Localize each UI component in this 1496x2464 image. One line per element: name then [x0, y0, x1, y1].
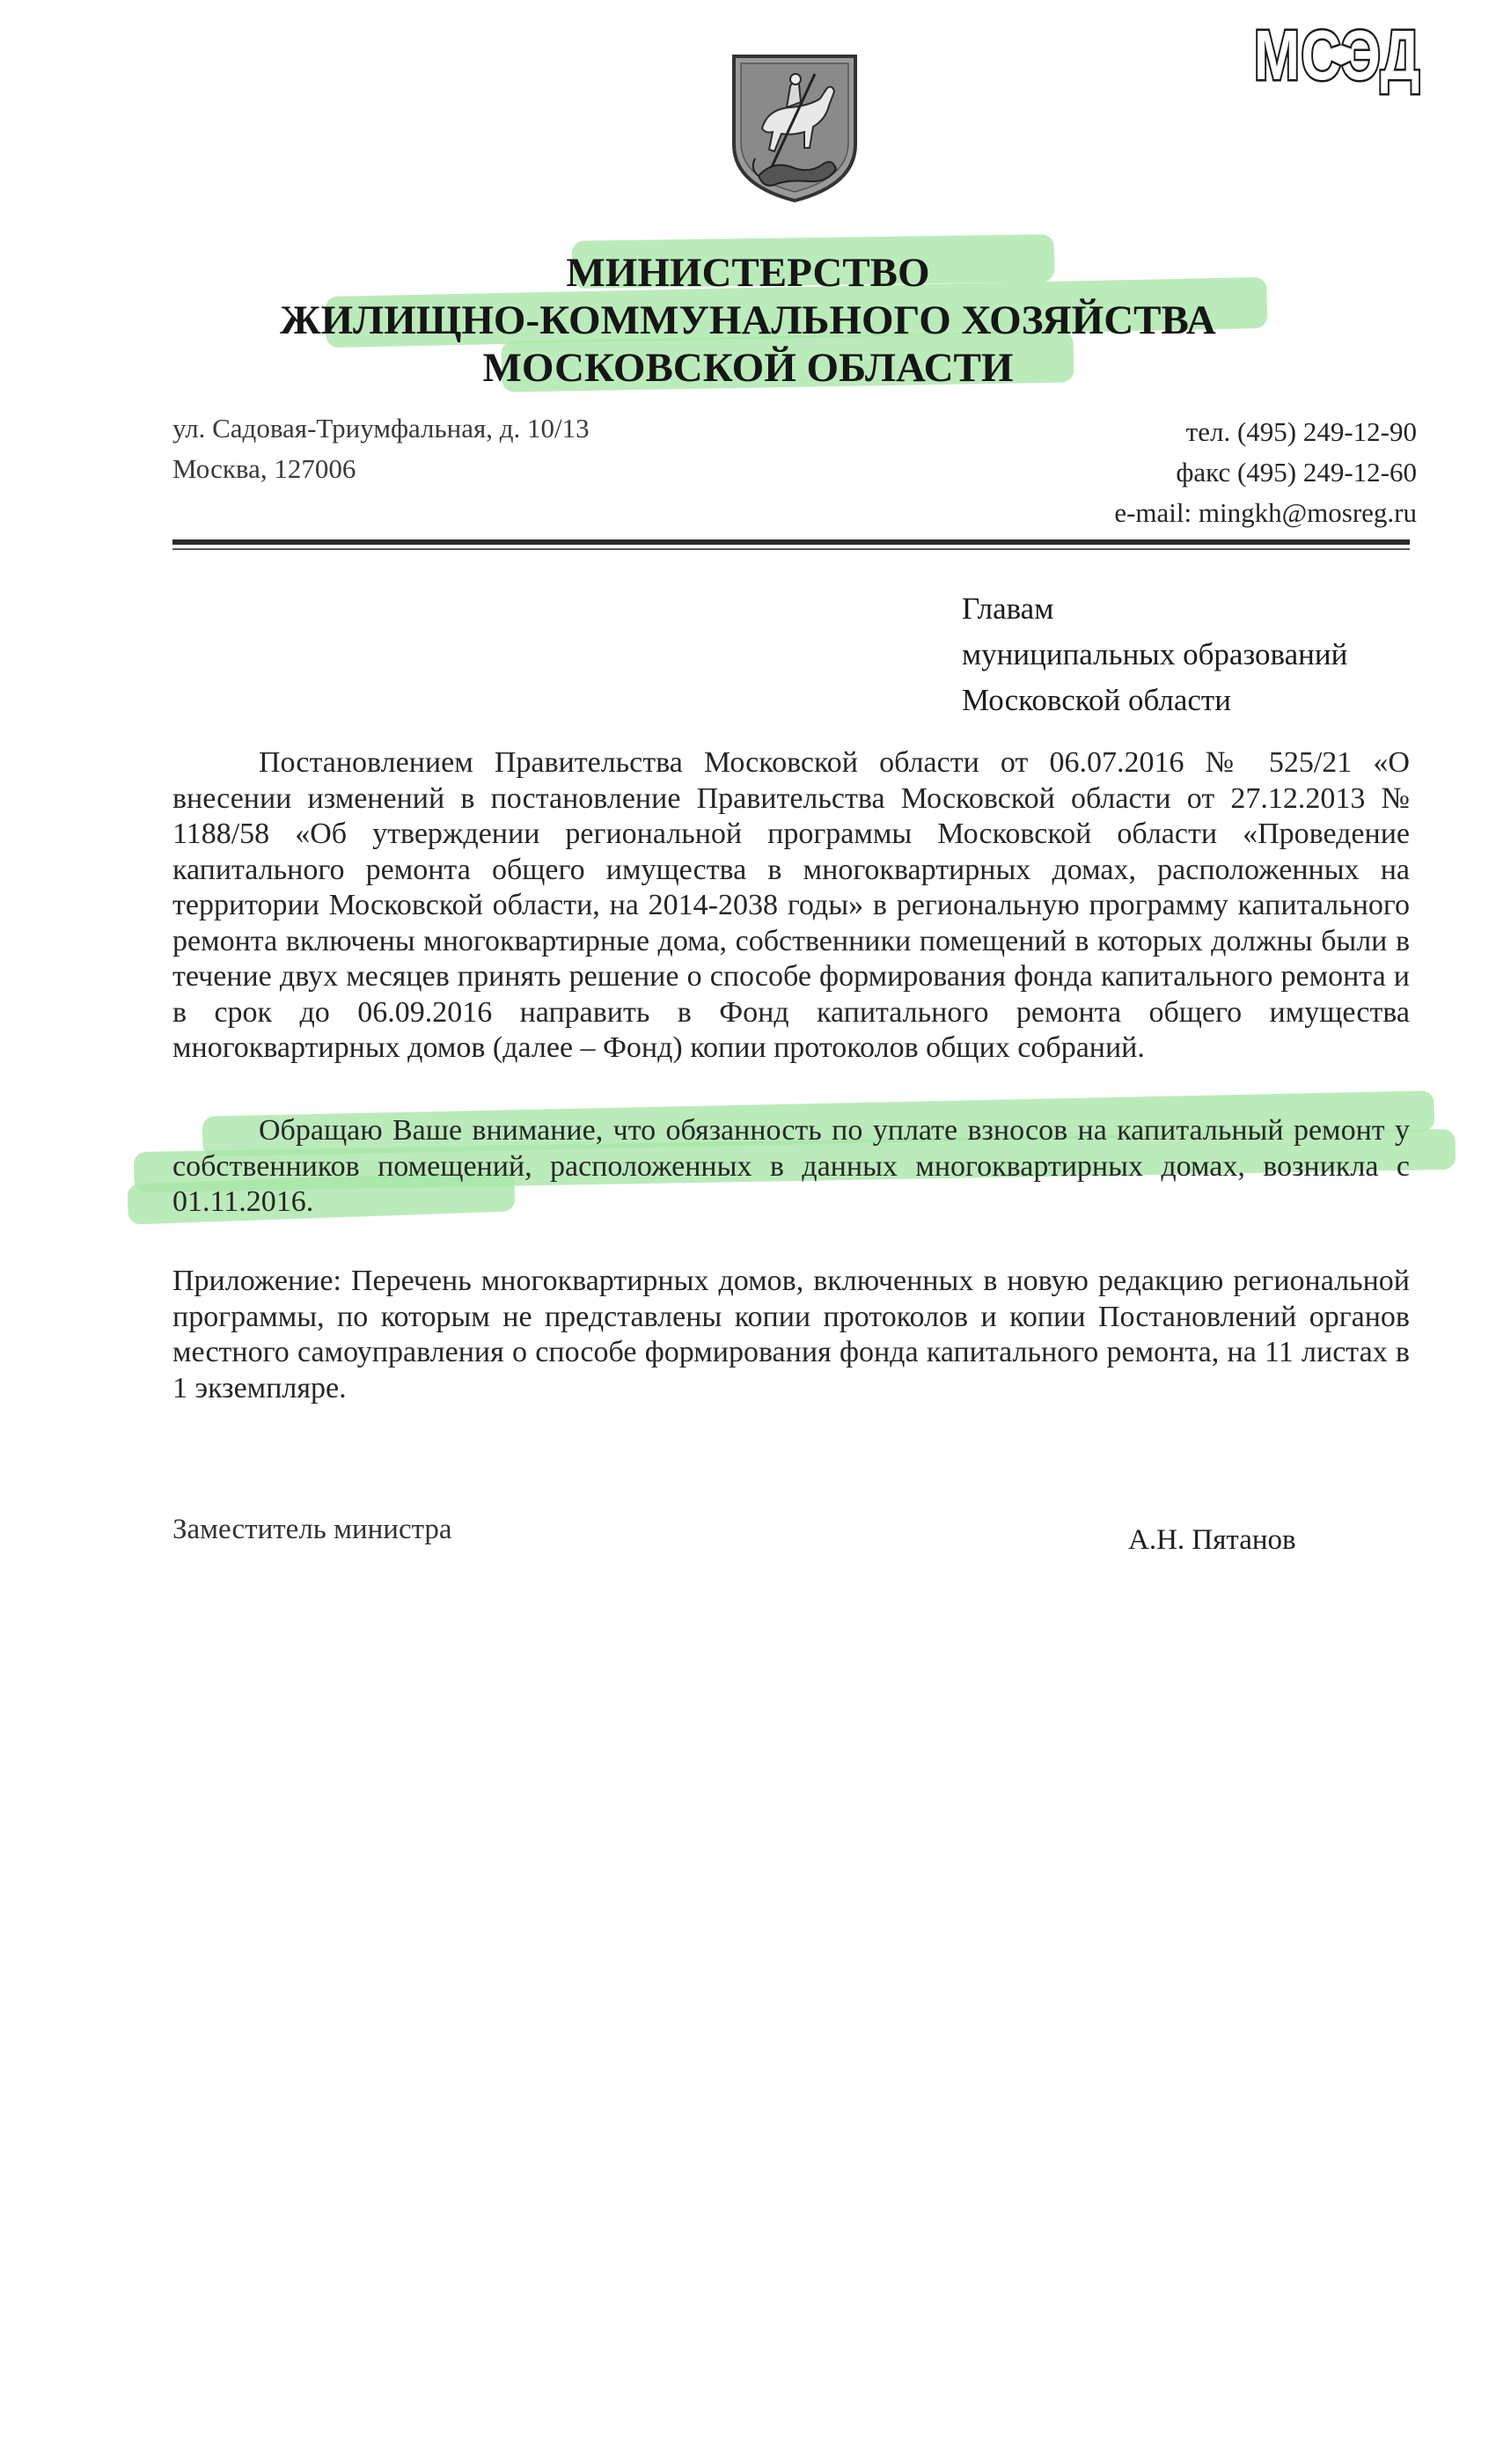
contact-fax: факс (495) 249-12-60 [1176, 457, 1417, 488]
ministry-title-line-3: МОСКОВСКОЙ ОБЛАСТИ [482, 345, 1014, 391]
body-paragraph-2: Обращаю Ваше внимание, что обязанность по уплате взносов на капитальный ремонт у собственников помещений, расположенных в данных многоквартирных домах, возникла с 01.11.2016. [172, 1114, 1410, 1218]
recipient-line-3: Московской области [962, 683, 1231, 717]
address-line-city: Москва, 127006 [172, 453, 356, 484]
letterhead-rule-thick [172, 539, 1410, 545]
letterhead-rule-thin [172, 548, 1410, 550]
contact-phone: тел. (495) 249-12-90 [1185, 416, 1417, 447]
ministry-address [172, 408, 590, 489]
moscow-oblast-coat-of-arms-icon [729, 53, 861, 204]
contact-email: e-mail: mingkh@mosreg.ru [1114, 497, 1417, 528]
attachment-note: Приложение: Перечень многоквартирных домов, включенных в новую редакцию региональной программы, по которым не представлены копии протоколов и копии Постановлений органов местного самоуправления о способе формирования фонда капитального ремонта, на 11 листах в 1 экземпляре. [172, 1265, 1410, 1404]
recipient-line-1: Главам [962, 591, 1054, 626]
body-paragraph-1: Постановлением Правительства Московской области от 06.07.2016 № 525/21 «О внесении изменений в постановление Правительства Московской области от 27.12.2013 № 1188/58 «Об утверждении региональной программы Московской области «Проведение капитального ремонта общего имущества в многоквартирных домах, расположенных на территории Московской области, на 2014-2038 годы» в региональную программу капитального ремонта включены многоквартирные дома, собственники помещений в которых должны были в течение двух месяцев принять решение о способе формирования фонда капитального ремонта и в срок до 06.09.2016 направить в Фонд капитального ремонта общего имущества многоквартирных домов (далее – Фонд) копии протоколов общих собраний. [172, 746, 1410, 1064]
ministry-title-line-2: ЖИЛИЩНО-КОММУНАЛЬНОГО ХОЗЯЙСТВА [280, 297, 1216, 343]
signer-position: Заместитель министра [172, 1514, 452, 1545]
msed-stamp: МСЭД [1254, 16, 1421, 94]
recipient-line-2: муниципальных образований [962, 637, 1348, 671]
ministry-title-line-1: МИНИСТЕРСТВО [566, 250, 930, 296]
recipient-block [962, 586, 1347, 723]
ministry-contacts [1114, 412, 1417, 533]
signer-name: А.Н. Пятанов [1128, 1524, 1296, 1556]
address-line-street: ул. Садовая-Триумфальная, д. 10/13 [172, 413, 590, 444]
